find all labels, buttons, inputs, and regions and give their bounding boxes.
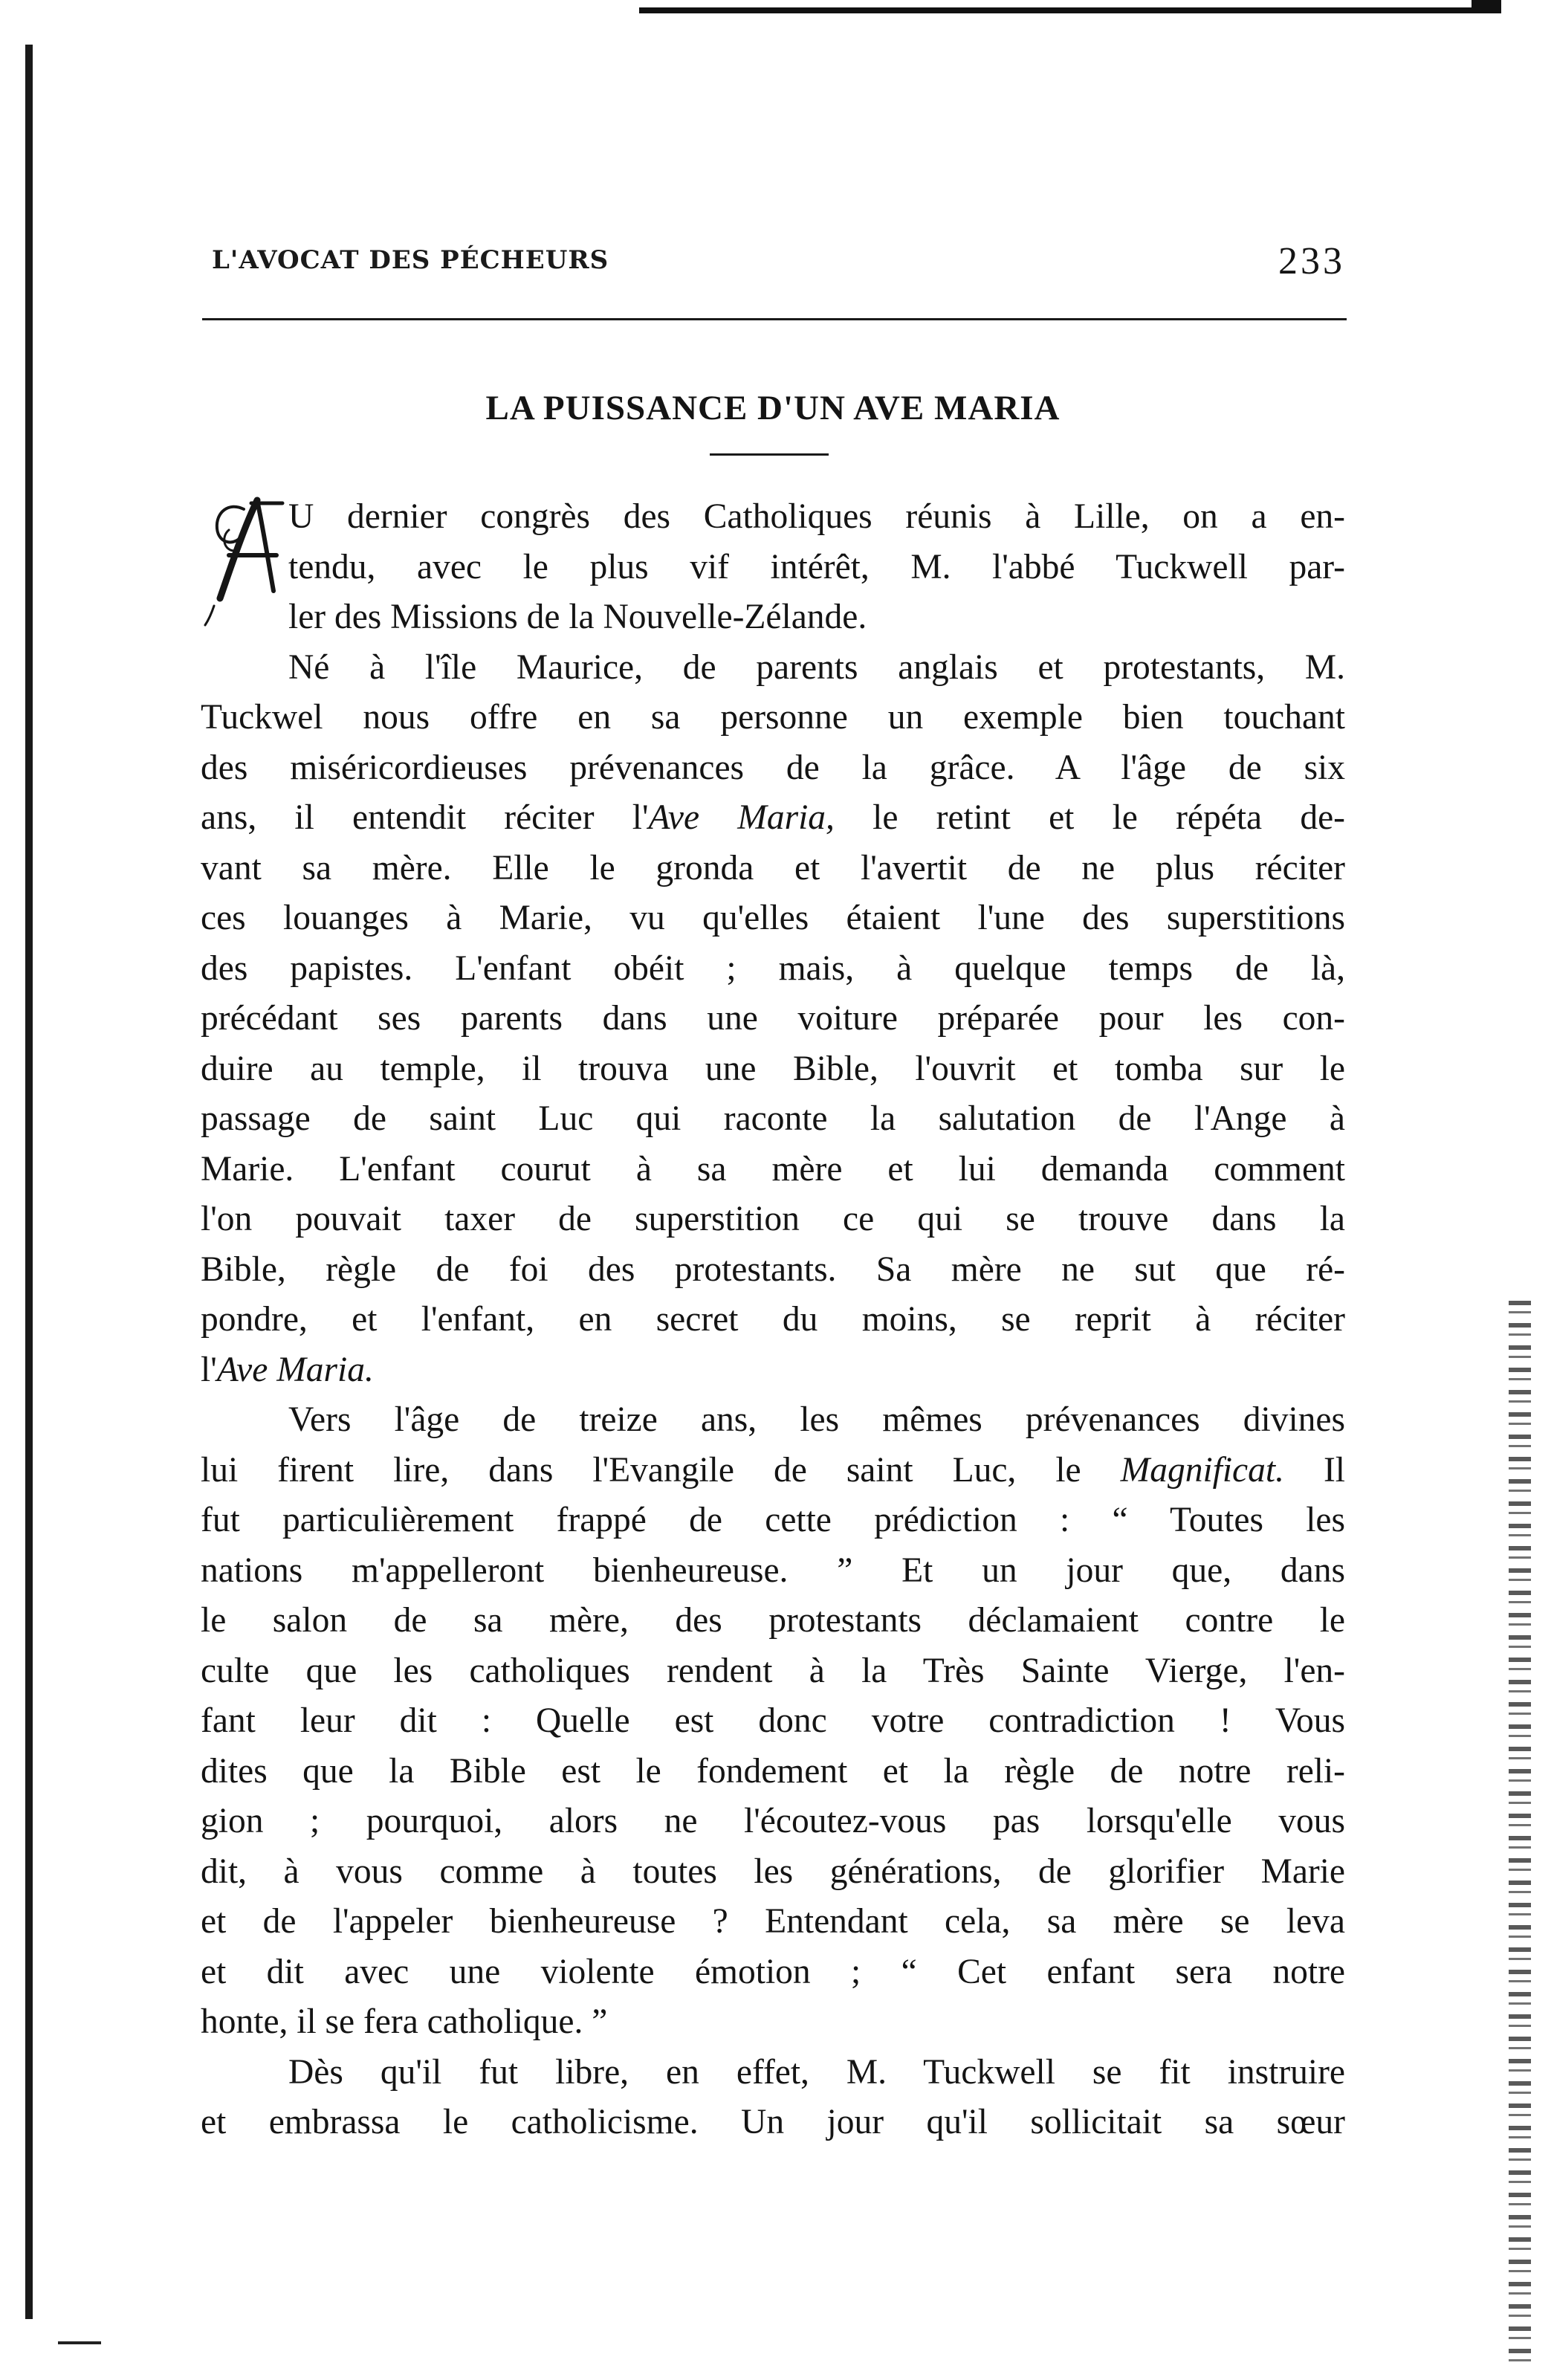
text-line: gion ; pourquoi, alors ne l'écoutez-vous pas lorsqu'elle vous (201, 1802, 1345, 1840)
text-line: Dès qu'il fut libre, en effet, M. Tuckwell se fit instruire (288, 2052, 1345, 2092)
text-line: nations m'appelleront bienheureuse. ” Et un jour que, dans (201, 1550, 1345, 1590)
text-line: ans, il entendit réciter l'Ave Maria, le retint et le répéta de- (201, 798, 1345, 837)
page-number: 233 (1278, 240, 1345, 282)
text-line: dit, à vous comme à toutes les générations, de glorifier Marie (201, 1852, 1345, 1891)
text-line: fant leur dit : Quelle est donc votre contradiction ! Vous (201, 1701, 1345, 1740)
ornamental-running-title: L'AVOCAT DES PÉCHEURS (212, 245, 609, 275)
text-line: l'Ave Maria. (201, 1350, 374, 1389)
scan-mark-bottom (58, 2341, 101, 2344)
text-line: honte, il se fera catholique. ” (201, 2002, 608, 2041)
scan-gutter-right (1509, 1301, 1531, 2371)
text-line: fut particulièrement frappé de cette prédiction : “ Toutes les (201, 1501, 1345, 1539)
paragraph-4 (201, 2048, 1345, 2148)
title-rule (710, 453, 829, 456)
text-line: dites que la Bible est le fondement et la règle de notre reli- (201, 1751, 1345, 1791)
text-line: des miséricordieuses prévenances de la grâce. A l'âge de six (201, 748, 1345, 787)
text-line: le salon de sa mère, des protestants déclamaient contre le (201, 1601, 1345, 1640)
italic-magnificat: Magnificat. (1120, 1450, 1284, 1490)
article-title: LA PUISSANCE D'UN AVE MARIA (485, 389, 1061, 427)
italic-ave-maria: Ave Maria, (648, 798, 835, 837)
text-line: des papistes. L'enfant obéit ; mais, à quelque temps de là, (201, 948, 1345, 988)
running-head (212, 239, 1345, 299)
text-line: duire au temple, il trouva une Bible, l'ouvrit et tomba sur le (201, 1049, 1345, 1088)
text-line: et dit avec une violente émotion ; “ Cet enfant sera notre (201, 1952, 1345, 1991)
text-line: précédant ses parents dans une voiture préparée pour les con- (201, 999, 1345, 1038)
text-line: et de l'appeler bienheureuse ? Entendant cela, sa mère se leva (201, 1902, 1345, 1941)
text-line: Vers l'âge de treize ans, les mêmes prévenances divines (288, 1400, 1345, 1439)
text-line: U dernier congrès des Catholiques réunis à Lille, on a en- (288, 497, 1345, 536)
text-line: vant sa mère. Elle le gronda et l'avertit de ne plus réciter (201, 848, 1345, 887)
text-line: ler des Missions de la Nouvelle-Zélande. (288, 598, 867, 636)
scan-border-left (25, 45, 33, 2319)
text-line: culte que les catholiques rendent à la Très Sainte Vierge, l'en- (201, 1651, 1345, 1690)
article-body (201, 492, 1345, 2148)
text-line: pondre, et l'enfant, en secret du moins, se reprit à réciter (201, 1300, 1345, 1339)
text-line: passage de saint Luc qui raconte la salutation de l'Ange à (201, 1099, 1345, 1138)
text-line: lui firent lire, dans l'Evangile de saint Luc, le Magnificat. Il (201, 1450, 1345, 1490)
text-line: Bible, règle de foi des protestants. Sa mère ne sut que ré- (201, 1249, 1345, 1289)
header-rule (202, 318, 1347, 320)
text-line: Né à l'île Maurice, de parents anglais et protestants, M. (288, 647, 1345, 687)
text-line: Marie. L'enfant courut à sa mère et lui demanda comment (201, 1149, 1345, 1189)
paragraph-3 (201, 1395, 1345, 2048)
text-line: l'on pouvait taxer de superstition ce qui se trouve dans la (201, 1200, 1345, 1238)
text-line: ces louanges à Marie, vu qu'elles étaient l'une des superstitions (201, 899, 1345, 937)
text-line: et embrassa le catholicisme. Un jour qu'il sollicitait sa sœur (201, 2103, 1345, 2141)
paragraph-1 (201, 492, 1345, 643)
italic-ave-maria: Ave Maria. (216, 1350, 374, 1389)
text-line: tendu, avec le plus vif intérêt, M. l'abbé Tuckwell par- (288, 547, 1345, 586)
scan-border-top (639, 7, 1494, 13)
text-line: Tuckwel nous offre en sa personne un exemple bien touchant (201, 698, 1345, 737)
paragraph-2 (201, 643, 1345, 1396)
scan-border-top-cap (1472, 0, 1501, 13)
